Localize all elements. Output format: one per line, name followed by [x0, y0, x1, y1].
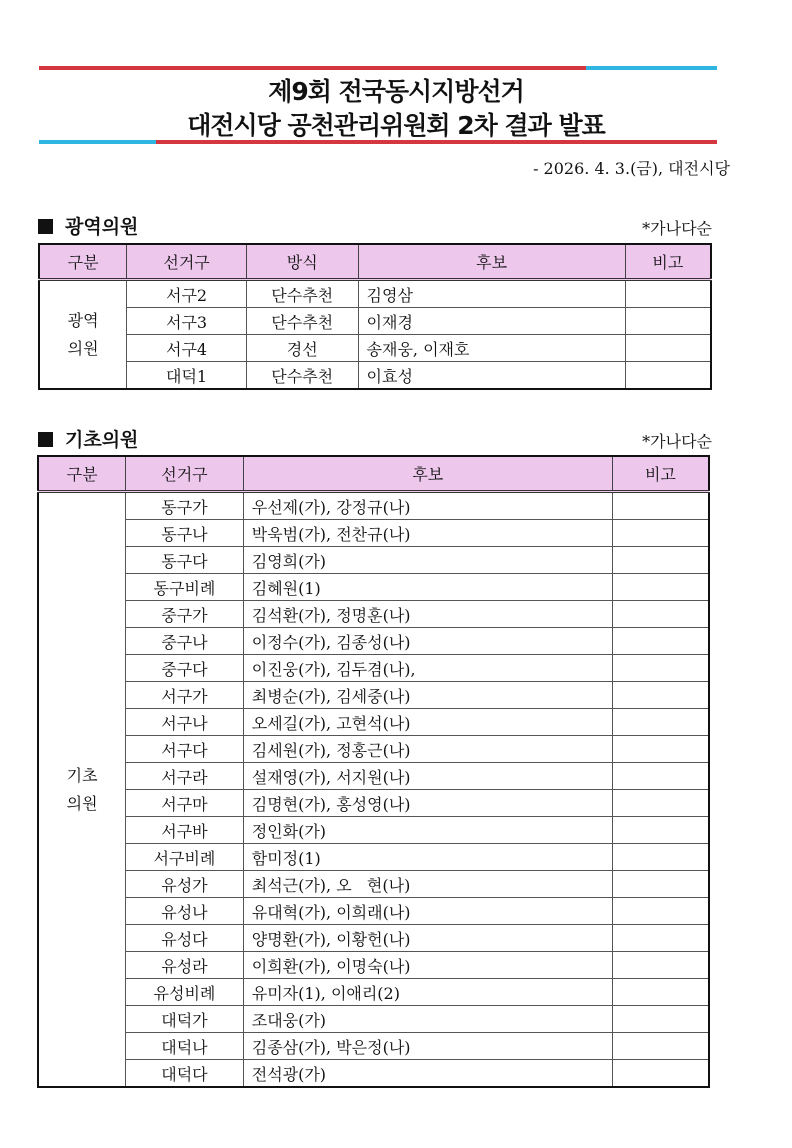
table-row: [38, 520, 709, 547]
district-cell: 서구3: [127, 308, 247, 335]
note-cell: [612, 628, 709, 655]
section-title-basic-label: 기초의원: [65, 429, 139, 451]
note-cell: [612, 898, 709, 925]
candidate-cell: 유미자(1), 이애리(2): [243, 979, 612, 1006]
table-row: [38, 655, 709, 682]
top-blue-bar: [586, 66, 717, 70]
table-row: [38, 736, 709, 763]
table-row: [38, 574, 709, 601]
note-cell: [625, 308, 711, 335]
candidate-cell: 이진웅(가), 김두겸(나),: [243, 655, 612, 682]
page-title-line2: 대전시당 공천관리위원회 2차 결과 발표: [187, 111, 605, 140]
note-cell: [612, 709, 709, 736]
note-cell: [612, 682, 709, 709]
note-cell: [612, 736, 709, 763]
candidate-cell: 이재경: [358, 308, 625, 335]
note-cell: [612, 547, 709, 574]
candidate-cell: 정인화(가): [243, 817, 612, 844]
header-category: 구분: [38, 456, 126, 492]
regional-table: [38, 243, 712, 390]
note-cell: [612, 655, 709, 682]
note-cell: [612, 871, 709, 898]
category-line: 광역: [67, 310, 99, 330]
table-row: [38, 790, 709, 817]
district-cell: 동구가: [126, 492, 244, 520]
basic-table: [37, 455, 710, 1088]
candidate-cell: 유대혁(가), 이희래(나): [243, 898, 612, 925]
table-row: [39, 308, 711, 335]
section-title-basic: [38, 425, 138, 452]
table-row: [38, 492, 709, 520]
candidate-cell: 김영삼: [358, 280, 625, 308]
sort-note-basic: *가나다순: [642, 432, 712, 451]
header-candidate: 후보: [243, 456, 612, 492]
top-red-bar: [39, 66, 586, 70]
district-cell: 서구비례: [126, 844, 244, 871]
header-note: 비고: [612, 456, 709, 492]
table-row: [38, 601, 709, 628]
candidate-cell: 최병순(가), 김세중(나): [243, 682, 612, 709]
method-cell: 경선: [246, 335, 358, 362]
district-cell: 서구2: [127, 280, 247, 308]
table-row: [38, 1060, 709, 1088]
header-category: 구분: [39, 244, 127, 280]
note-cell: [612, 601, 709, 628]
district-cell: 서구라: [126, 763, 244, 790]
category-cell: [38, 492, 126, 1088]
district-cell: 대덕다: [126, 1060, 244, 1088]
table-row: [39, 280, 711, 308]
note-cell: [612, 1033, 709, 1060]
district-cell: 동구나: [126, 520, 244, 547]
table-row: [38, 1033, 709, 1060]
district-cell: 서구바: [126, 817, 244, 844]
note-cell: [612, 1006, 709, 1033]
table-row: [38, 763, 709, 790]
table-row: [38, 817, 709, 844]
note-cell: [612, 574, 709, 601]
table-row: [38, 925, 709, 952]
candidate-cell: 김종삼(가), 박은정(나): [243, 1033, 612, 1060]
candidate-cell: 양명환(가), 이황헌(나): [243, 925, 612, 952]
note-cell: [612, 492, 709, 520]
district-cell: 서구마: [126, 790, 244, 817]
section-title-regional: [38, 212, 138, 239]
candidate-cell: 함미정(1): [243, 844, 612, 871]
table-header-row: [38, 456, 709, 492]
table-row: [38, 844, 709, 871]
candidate-cell: 이정수(가), 김종성(나): [243, 628, 612, 655]
section-title-regional-label: 광역의원: [65, 216, 139, 238]
district-cell: 유성다: [126, 925, 244, 952]
page-title-line1: 제9회 전국동시지방선거: [268, 77, 524, 106]
district-cell: 서구나: [126, 709, 244, 736]
basic-table-body: [38, 492, 709, 1088]
district-cell: 동구비례: [126, 574, 244, 601]
table-row: [39, 335, 711, 362]
district-cell: 유성비례: [126, 979, 244, 1006]
district-cell: 동구다: [126, 547, 244, 574]
table-row: [38, 871, 709, 898]
candidate-cell: 김혜원(1): [243, 574, 612, 601]
table-row: [39, 362, 711, 390]
candidate-cell: 김영희(가): [243, 547, 612, 574]
candidate-cell: 김명현(가), 홍성영(나): [243, 790, 612, 817]
category-line: 기초: [66, 765, 98, 785]
candidate-cell: 우선제(가), 강정규(나): [243, 492, 612, 520]
district-cell: 유성나: [126, 898, 244, 925]
note-cell: [612, 520, 709, 547]
note-cell: [625, 362, 711, 390]
candidate-cell: 조대웅(가): [243, 1006, 612, 1033]
district-cell: 유성가: [126, 871, 244, 898]
table-row: [38, 628, 709, 655]
sort-note-regional: *가나다순: [642, 219, 712, 238]
district-cell: 유성라: [126, 952, 244, 979]
candidate-cell: 전석광(가): [243, 1060, 612, 1088]
header-note: 비고: [625, 244, 711, 280]
header-method: 방식: [246, 244, 358, 280]
table-row: [38, 952, 709, 979]
category-cell: [39, 280, 127, 390]
candidate-cell: 설재영(가), 서지원(나): [243, 763, 612, 790]
table-row: [38, 1006, 709, 1033]
note-cell: [612, 817, 709, 844]
header-candidate: 후보: [358, 244, 625, 280]
table-row: [38, 709, 709, 736]
candidate-cell: 김석환(가), 정명훈(나): [243, 601, 612, 628]
category-line: 의원: [67, 338, 99, 358]
candidate-cell: 최석근(가), 오 현(나): [243, 871, 612, 898]
method-cell: 단수추천: [246, 362, 358, 390]
method-cell: 단수추천: [246, 280, 358, 308]
district-cell: 중구다: [126, 655, 244, 682]
district-cell: 대덕1: [127, 362, 247, 390]
candidate-cell: 이희환(가), 이명숙(나): [243, 952, 612, 979]
note-cell: [612, 763, 709, 790]
note-cell: [625, 280, 711, 308]
candidate-cell: 송재웅, 이재호: [358, 335, 625, 362]
note-cell: [612, 925, 709, 952]
district-cell: 중구가: [126, 601, 244, 628]
note-cell: [612, 952, 709, 979]
district-cell: 대덕가: [126, 1006, 244, 1033]
table-row: [38, 979, 709, 1006]
district-cell: 서구4: [127, 335, 247, 362]
square-bullet-icon: [38, 432, 53, 447]
note-cell: [625, 335, 711, 362]
note-cell: [612, 844, 709, 871]
note-cell: [612, 979, 709, 1006]
table-row: [38, 682, 709, 709]
candidate-cell: 오세길(가), 고현석(나): [243, 709, 612, 736]
candidate-cell: 이효성: [358, 362, 625, 390]
table-row: [38, 547, 709, 574]
header-district: 선거구: [127, 244, 247, 280]
district-cell: 서구다: [126, 736, 244, 763]
table-row: [38, 898, 709, 925]
square-bullet-icon: [38, 219, 53, 234]
date-location: - 2026. 4. 3.(금), 대전시당: [533, 159, 730, 178]
header-district: 선거구: [126, 456, 244, 492]
district-cell: 중구나: [126, 628, 244, 655]
candidate-cell: 김세원(가), 정홍근(나): [243, 736, 612, 763]
table-header-row: [39, 244, 711, 280]
note-cell: [612, 1060, 709, 1088]
candidate-cell: 박욱범(가), 전찬규(나): [243, 520, 612, 547]
district-cell: 대덕나: [126, 1033, 244, 1060]
method-cell: 단수추천: [246, 308, 358, 335]
district-cell: 서구가: [126, 682, 244, 709]
category-line: 의원: [66, 793, 98, 813]
note-cell: [612, 790, 709, 817]
